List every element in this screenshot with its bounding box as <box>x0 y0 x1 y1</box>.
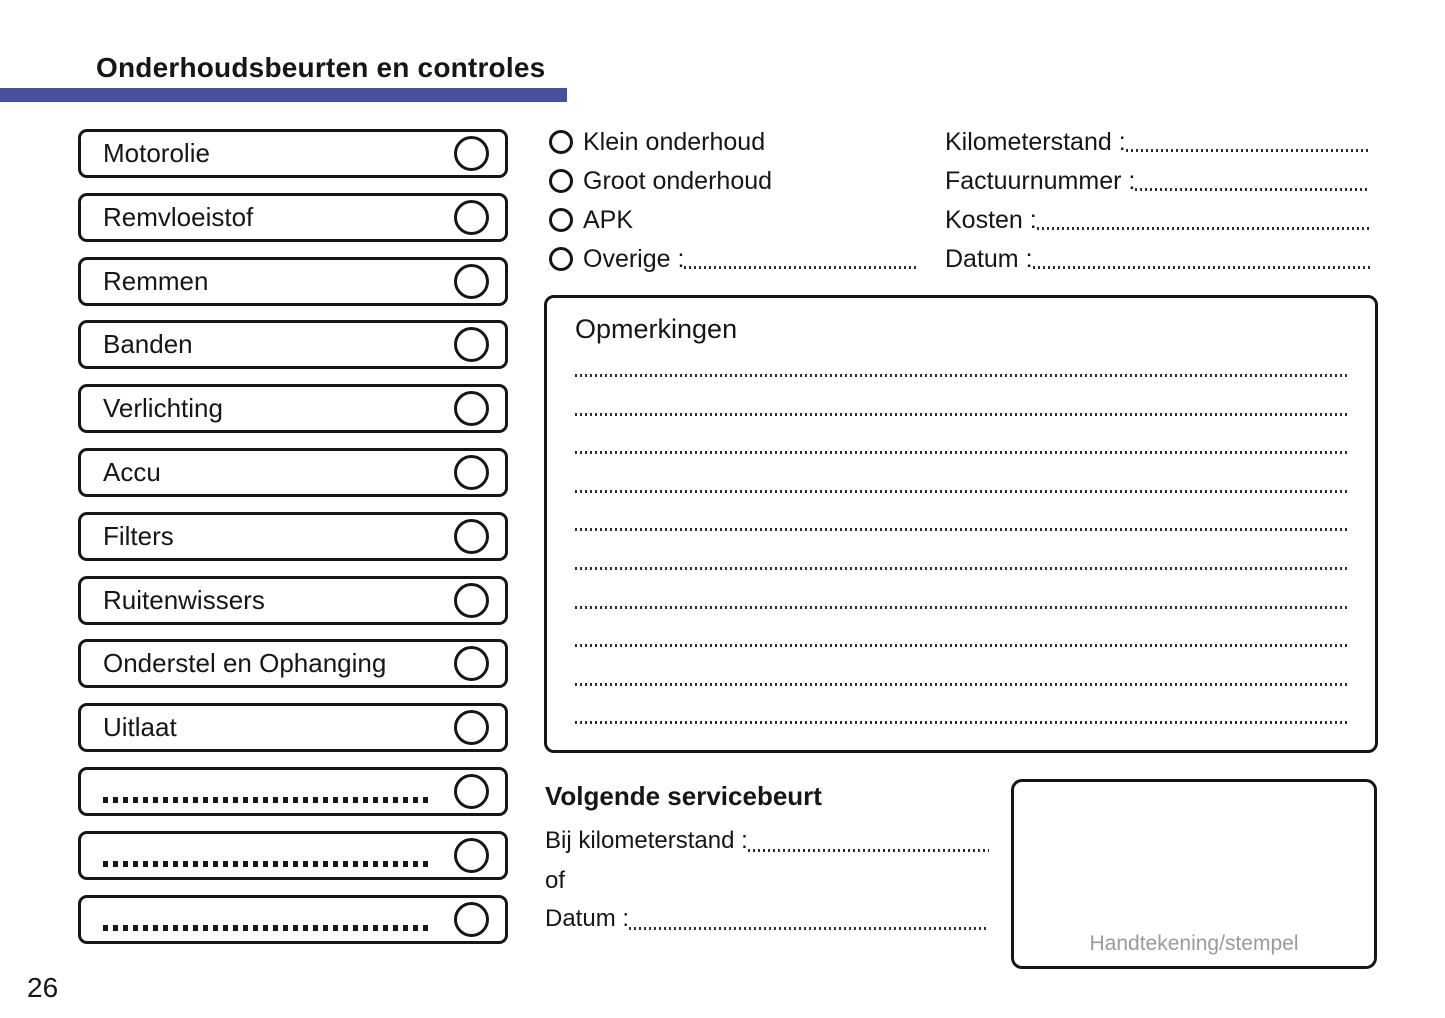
option-overige <box>549 246 939 272</box>
checklist-item-label: Remmen <box>103 265 209 296</box>
kosten-fill-line <box>1037 227 1370 230</box>
invoice-fields <box>945 129 1370 272</box>
checkbox-circle-icon <box>454 902 489 937</box>
checklist-item-blank-2 <box>78 831 508 880</box>
next-service-km-field <box>545 827 989 855</box>
option-label: Overige : <box>583 244 685 273</box>
checklist-item-label: Uitlaat <box>103 712 177 743</box>
checklist-item-label: Filters <box>103 520 174 551</box>
field-kilometerstand <box>945 129 1370 155</box>
field-factuurnummer <box>945 168 1370 194</box>
remarks-title: Opmerkingen <box>575 314 738 344</box>
remarks-line <box>575 413 1349 416</box>
checklist-item-ruitenwissers <box>78 576 508 625</box>
field-kosten <box>945 207 1370 233</box>
field-label: Kilometerstand : <box>945 127 1126 156</box>
checklist <box>78 129 508 944</box>
radio-circle-icon <box>549 247 573 271</box>
next-service-or-label: of <box>545 867 566 894</box>
radio-circle-icon <box>549 208 573 232</box>
radio-circle-icon <box>549 130 573 154</box>
checklist-item-remvloeistof <box>78 193 508 242</box>
checklist-item-label: Verlichting <box>103 393 223 424</box>
checkbox-circle-icon <box>454 583 489 618</box>
checkbox-circle-icon <box>454 519 489 554</box>
next-service-date-field <box>545 905 989 933</box>
remarks-line <box>575 683 1349 686</box>
checkbox-circle-icon <box>454 455 489 490</box>
remarks-line <box>575 606 1349 609</box>
next-service-date-fill-line <box>629 927 989 930</box>
option-label: APK <box>583 205 634 234</box>
field-datum <box>945 246 1370 272</box>
service-type-options <box>549 129 939 272</box>
radio-circle-icon <box>549 169 573 193</box>
remarks-line <box>575 644 1349 647</box>
signature-label: Handtekening/stempel <box>1089 932 1299 955</box>
next-service-date-label: Datum : <box>545 905 630 932</box>
blank-entry-dotted-line <box>103 797 433 803</box>
field-label: Kosten : <box>945 205 1037 234</box>
remarks-line <box>575 567 1349 570</box>
signature-box <box>1011 779 1377 969</box>
checklist-item-accu <box>78 448 508 497</box>
checklist-item-blank-3 <box>78 895 508 944</box>
remarks-line <box>575 490 1349 493</box>
checkbox-circle-icon <box>454 774 489 809</box>
checklist-item-remmen <box>78 257 508 306</box>
next-service-title: Volgende servicebeurt <box>545 781 822 811</box>
next-service-km-fill-line <box>748 849 989 852</box>
checklist-item-label: Ruitenwissers <box>103 584 265 615</box>
remarks-write-lines <box>575 374 1349 724</box>
kilometerstand-fill-line <box>1126 149 1370 152</box>
checklist-item-uitlaat <box>78 703 508 752</box>
checkbox-circle-icon <box>454 200 489 235</box>
blank-entry-dotted-line <box>103 861 433 867</box>
checklist-item-blank-1 <box>78 767 508 816</box>
checklist-item-label: Accu <box>103 456 161 487</box>
option-label: Klein onderhoud <box>583 127 766 156</box>
checkbox-circle-icon <box>454 136 489 171</box>
checklist-item-label: Onderstel en Ophanging <box>103 648 387 679</box>
factuurnummer-fill-line <box>1135 188 1370 191</box>
option-apk <box>549 207 939 233</box>
page-title: Onderhoudsbeurten en controles <box>96 52 546 83</box>
overige-fill-line <box>684 266 917 269</box>
remarks-line <box>575 374 1349 377</box>
option-groot-onderhoud <box>549 168 939 194</box>
checklist-item-verlichting <box>78 384 508 433</box>
title-accent-bar <box>0 88 567 102</box>
checkbox-circle-icon <box>454 838 489 873</box>
checklist-item-label: Remvloeistof <box>103 201 254 232</box>
page-number: 26 <box>27 972 59 1003</box>
option-klein-onderhoud <box>549 129 939 155</box>
remarks-line <box>575 528 1349 531</box>
checkbox-circle-icon <box>454 710 489 745</box>
blank-entry-dotted-line <box>103 925 433 931</box>
option-label: Groot onderhoud <box>583 166 773 195</box>
field-label: Factuurnummer : <box>945 166 1136 195</box>
checklist-item-filters <box>78 512 508 561</box>
checkbox-circle-icon <box>454 391 489 426</box>
checklist-item-onderstel-en-ophanging <box>78 639 508 688</box>
checklist-item-label: Banden <box>103 329 193 360</box>
checkbox-circle-icon <box>454 264 489 299</box>
checklist-item-banden <box>78 320 508 369</box>
checklist-item-motorolie <box>78 129 508 178</box>
next-service-km-label: Bij kilometerstand : <box>545 827 748 854</box>
field-label: Datum : <box>945 244 1033 273</box>
remarks-line <box>575 721 1349 724</box>
remarks-line <box>575 451 1349 454</box>
datum-fill-line <box>1033 266 1370 269</box>
checkbox-circle-icon <box>454 327 489 362</box>
checkbox-circle-icon <box>454 646 489 681</box>
remarks-box <box>544 295 1378 753</box>
checklist-item-label: Motorolie <box>103 138 210 168</box>
